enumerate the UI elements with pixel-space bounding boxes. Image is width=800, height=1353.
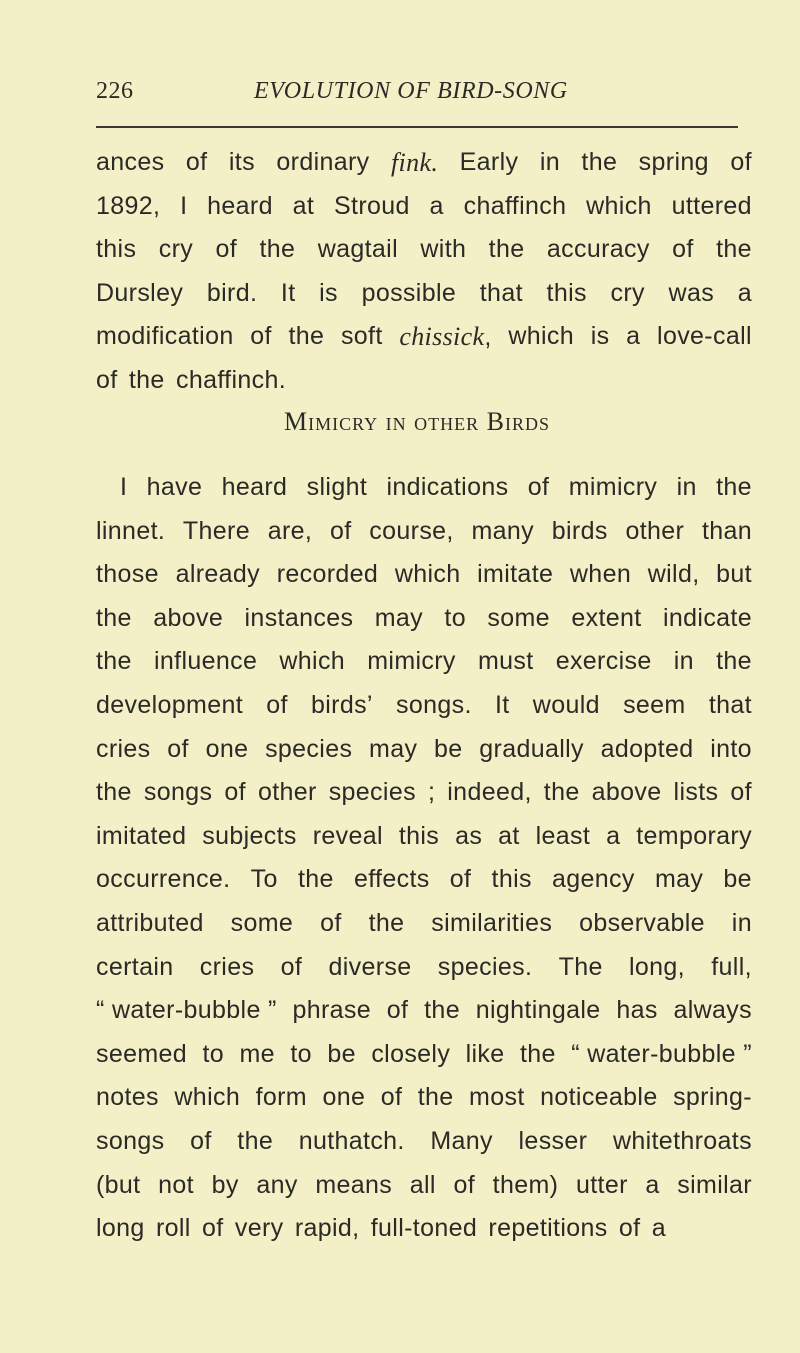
word: diverse: [328, 952, 412, 981]
word: cry: [610, 278, 645, 307]
word: course,: [369, 516, 454, 545]
word: all: [409, 1170, 436, 1199]
text-line: [96, 989, 752, 1033]
word: subjects: [202, 821, 297, 850]
word: its: [228, 148, 255, 176]
word: form: [255, 1083, 307, 1112]
word: many: [471, 516, 535, 545]
text-line: [96, 1164, 752, 1208]
word: like: [465, 1039, 505, 1068]
word: of: [215, 235, 238, 264]
word: to: [444, 603, 466, 632]
word: cries: [96, 734, 151, 763]
text-line: [96, 553, 752, 597]
word: must: [477, 647, 534, 676]
word: similar: [677, 1170, 752, 1199]
word: 1892,: [96, 191, 161, 220]
word: closely: [371, 1039, 451, 1068]
word: songs.: [396, 690, 472, 719]
word: the: [488, 235, 525, 264]
word: nuthatch.: [298, 1126, 405, 1155]
word: one: [205, 734, 249, 763]
word: of: [250, 322, 272, 351]
word: species: [265, 734, 353, 763]
word: similarities: [431, 908, 553, 937]
word: already: [175, 560, 261, 589]
word: accuracy: [546, 235, 650, 264]
word: soft: [340, 322, 383, 351]
text-line: [96, 228, 752, 272]
text-line: [96, 640, 752, 684]
word: is: [590, 322, 610, 351]
word: “ water-bubble ”: [96, 996, 277, 1025]
word: has: [616, 996, 658, 1025]
word: other: [257, 778, 317, 807]
word: chaffinch: [463, 191, 567, 220]
word: of: [202, 1214, 224, 1243]
text-line: [96, 272, 752, 316]
running-head: EVOLUTION OF BIRD-SONG: [254, 78, 568, 104]
word: are,: [267, 516, 313, 545]
header-rule: [96, 126, 738, 128]
word: to: [202, 1039, 225, 1068]
word: wild,: [647, 560, 700, 589]
word: as: [455, 821, 483, 850]
word: some: [230, 908, 294, 937]
word: least: [535, 821, 591, 850]
word: may: [374, 603, 423, 632]
word: Early: [459, 148, 519, 176]
word: which: [394, 560, 461, 589]
word: development: [96, 690, 244, 719]
word: the: [297, 865, 334, 894]
word: full,: [711, 952, 752, 981]
word: (but: [96, 1170, 141, 1199]
word: of: [280, 952, 303, 981]
word: agency: [552, 865, 635, 894]
word: the: [288, 322, 325, 351]
word: most: [469, 1083, 525, 1112]
word: to: [290, 1039, 312, 1068]
text-line: [96, 510, 752, 554]
word: wagtail: [317, 235, 398, 264]
word: I: [120, 473, 128, 501]
word: lists: [673, 778, 719, 807]
page-number: 226: [96, 78, 134, 104]
word: of: [453, 1170, 476, 1199]
word: ances: [96, 148, 165, 176]
text-line: [96, 1207, 752, 1251]
text-line: [96, 815, 752, 859]
word: slight: [306, 473, 368, 501]
word: any: [256, 1170, 298, 1199]
word: which: [586, 191, 652, 220]
word: the: [96, 778, 132, 807]
word: spring: [638, 148, 709, 176]
word: birds’: [310, 690, 373, 719]
word: long,: [629, 952, 685, 981]
word: heard: [207, 191, 273, 220]
word: seemed: [96, 1039, 188, 1068]
word: with: [420, 235, 467, 264]
word: bird.: [206, 278, 258, 307]
text-line: [96, 728, 752, 772]
word: notes: [96, 1083, 159, 1112]
word: temporary: [636, 821, 752, 850]
word: be: [327, 1039, 356, 1068]
word: may: [369, 734, 418, 763]
word: possible: [361, 278, 457, 307]
word: mimicry: [568, 473, 658, 501]
word: above: [591, 778, 662, 807]
word: full-toned: [370, 1214, 478, 1243]
word: a: [737, 278, 752, 307]
word: in: [676, 473, 697, 501]
word: the: [368, 908, 405, 937]
word: which: [279, 647, 346, 676]
word: the: [259, 235, 296, 264]
word: spring-: [673, 1083, 752, 1112]
word: into: [710, 734, 752, 763]
word: which: [174, 1083, 241, 1112]
word: fink.: [390, 148, 439, 177]
text-line: [96, 597, 752, 641]
word: seem: [623, 690, 686, 719]
word: attributed: [96, 908, 204, 937]
word: a: [606, 821, 621, 850]
word: the: [96, 603, 132, 632]
word: extent: [571, 603, 642, 632]
word: linnet.: [96, 516, 166, 545]
word: The: [558, 952, 603, 981]
word: repetitions: [488, 1214, 608, 1243]
word: species: [328, 778, 416, 807]
word: of: [320, 908, 342, 937]
word: the: [716, 235, 752, 264]
paragraph-1: [96, 141, 752, 403]
word: mimicry: [367, 647, 456, 676]
word: I: [180, 191, 188, 220]
word: certain: [96, 952, 174, 981]
word: a: [429, 191, 444, 220]
word: of: [266, 690, 288, 719]
word: the: [237, 1126, 274, 1155]
word: utter: [575, 1170, 628, 1199]
word: be: [723, 865, 752, 894]
word: Many: [430, 1126, 493, 1155]
word: songs: [143, 778, 213, 807]
text-line: [96, 359, 752, 403]
word: “ water-bubble ”: [571, 1039, 752, 1068]
word: a: [626, 322, 641, 351]
word: ;: [427, 778, 436, 807]
word: the: [716, 647, 752, 676]
word: of: [618, 1214, 641, 1243]
word: roll: [155, 1214, 191, 1243]
word: modification: [96, 322, 234, 351]
word: ordinary: [276, 148, 370, 176]
word: imitated: [96, 821, 187, 850]
word: a: [645, 1170, 660, 1199]
word: the: [417, 1083, 454, 1112]
word: love-call: [657, 322, 752, 351]
word: reveal: [312, 821, 383, 850]
word: may: [654, 865, 704, 894]
word: of: [96, 365, 118, 394]
page-header: [96, 78, 738, 112]
word: in: [731, 908, 752, 937]
text-line: [96, 141, 752, 185]
word: indeed,: [447, 778, 532, 807]
word: observable: [579, 908, 705, 937]
text-line: [96, 1076, 752, 1120]
word: at: [498, 821, 520, 850]
word: of: [527, 473, 550, 501]
text-line: [96, 946, 752, 990]
word: have: [146, 473, 203, 501]
word: this: [398, 821, 440, 850]
text-line: [96, 1120, 752, 1164]
text-line: [96, 771, 752, 815]
word: the: [716, 473, 752, 501]
word: cries: [199, 952, 255, 981]
word: gradually: [479, 734, 584, 763]
word: those: [96, 560, 159, 589]
word: be: [434, 734, 463, 763]
word: nightingale: [475, 996, 601, 1025]
word: of: [386, 996, 409, 1025]
word: Dursley: [96, 278, 184, 307]
word: but: [716, 560, 752, 589]
word: chaffinch.: [175, 365, 287, 394]
word: whitethroats: [612, 1126, 752, 1155]
word: uttered: [671, 191, 752, 220]
word: To: [250, 865, 278, 894]
word: phrase: [292, 996, 372, 1025]
word: a: [651, 1214, 667, 1243]
word: of: [449, 865, 472, 894]
word: which: [508, 322, 575, 351]
section-heading: Mimicry in other Birds: [284, 407, 550, 436]
word: indications: [386, 473, 509, 501]
word: one: [322, 1083, 366, 1112]
paragraph-2: [96, 466, 752, 1251]
word: in: [539, 148, 560, 176]
word: other: [625, 516, 685, 545]
word: of: [190, 1126, 212, 1155]
word: the: [581, 148, 618, 176]
word: always: [673, 996, 752, 1025]
text-line: [96, 684, 752, 728]
word: the: [96, 647, 132, 676]
word: cry: [158, 235, 194, 264]
word: some: [487, 603, 550, 632]
word: adopted: [600, 734, 694, 763]
word: Stroud: [334, 191, 410, 220]
text-line: [96, 858, 752, 902]
word: instances: [244, 603, 354, 632]
word: the: [519, 1039, 556, 1068]
text-line: [96, 902, 752, 946]
word: of: [672, 235, 694, 264]
word: of: [224, 778, 246, 807]
word: It: [495, 690, 510, 719]
word: birds: [551, 516, 608, 545]
word: recorded: [276, 560, 379, 589]
word: of: [185, 148, 208, 176]
word: noticeable: [540, 1083, 658, 1112]
word: influence: [153, 647, 258, 676]
word: of: [730, 148, 752, 176]
word: indicate: [663, 603, 752, 632]
word: was: [668, 278, 715, 307]
word: very: [234, 1214, 284, 1243]
word: this: [491, 865, 532, 894]
word: of: [167, 734, 189, 763]
word: would: [532, 690, 600, 719]
word: that: [708, 690, 752, 719]
text-line: [96, 315, 752, 359]
word: chissick,: [399, 322, 492, 352]
word: of: [730, 778, 752, 807]
word: that: [479, 278, 523, 307]
word: of: [329, 516, 352, 545]
word: occurrence.: [96, 865, 231, 894]
word: not: [158, 1170, 194, 1199]
word: the: [543, 778, 580, 807]
word: them): [492, 1170, 559, 1199]
text-line: [96, 185, 752, 229]
word: rapid,: [294, 1214, 360, 1243]
word: of: [380, 1083, 403, 1112]
word: when: [569, 560, 632, 589]
word: species.: [437, 952, 533, 981]
word: than: [701, 516, 752, 545]
word: exercise: [555, 647, 652, 676]
word: imitate: [477, 560, 554, 589]
word: in: [673, 647, 694, 676]
word: at: [292, 191, 315, 220]
word: lesser: [518, 1126, 588, 1155]
word: long: [96, 1214, 145, 1243]
word: me: [239, 1039, 275, 1068]
text-line: [96, 1033, 752, 1077]
word: It: [280, 278, 296, 307]
word: There: [182, 516, 250, 545]
word: this: [546, 278, 587, 307]
text-line: [96, 466, 752, 510]
word: above: [153, 603, 224, 632]
word: songs: [96, 1126, 165, 1155]
word: effects: [353, 865, 430, 894]
word: heard: [221, 473, 288, 501]
word: by: [211, 1170, 239, 1199]
word: is: [319, 278, 338, 307]
word: this: [96, 235, 137, 264]
word: means: [315, 1170, 393, 1199]
word: the: [128, 365, 165, 394]
word: the: [424, 996, 460, 1025]
